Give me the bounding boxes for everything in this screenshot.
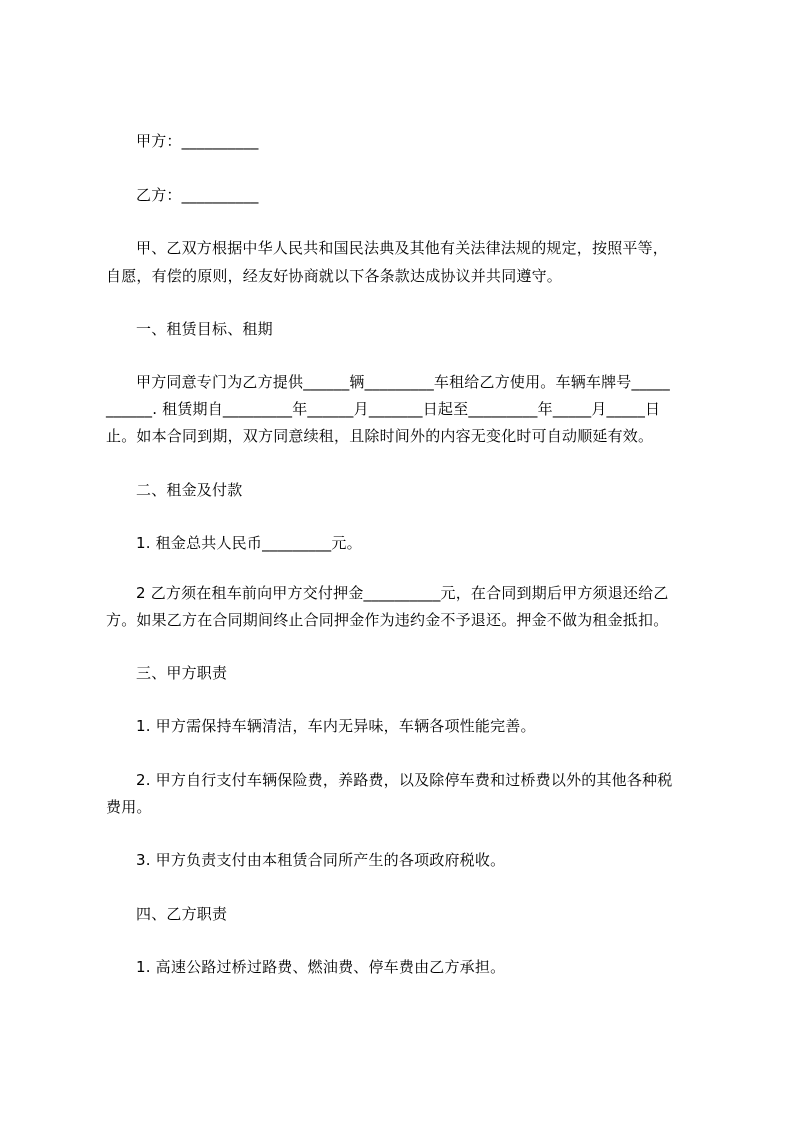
section-2-heading: 二、租金及付款	[136, 481, 243, 499]
section-3-heading: 三、甲方职责	[136, 664, 228, 682]
section-2-item-2-line-2: 方。如果乙方在合同期间终止合同押金作为违约金不予退还。押金不做为租金抵扣。	[106, 611, 669, 629]
intro-line-2: 自愿，有偿的原则，经友好协商就以下各条款达成协议并共同遵守。	[106, 267, 563, 285]
intro-line-1: 甲、乙双方根据中华人民共和国民法典及其他有关法律法规的规定，按照平等，	[136, 239, 669, 257]
section-1-line-1: 甲方同意专门为乙方提供______辆_________车租给乙方使用。车辆车牌号_____	[136, 373, 671, 391]
section-2-item-2-line-1: 2 乙方须在租车前向甲方交付押金__________元，在合同到期后甲方须退还给乙	[136, 584, 669, 602]
section-2-item-1: 1. 租金总共人民币_________元。	[136, 534, 362, 552]
party-a-line: 甲方：__________	[136, 132, 259, 150]
section-1-line-3: 止。如本合同到期，双方同意续租，且除时间外的内容无变化时可自动顺延有效。	[106, 427, 654, 445]
section-1-heading: 一、租赁目标、租期	[136, 320, 273, 338]
section-3-item-1: 1. 甲方需保持车辆清洁，车内无异味，车辆各项性能完善。	[136, 717, 536, 735]
section-4-item-1: 1. 高速公路过桥过路费、燃油费、停车费由乙方承担。	[136, 958, 506, 976]
section-1-line-2: ______. 租赁期自_________年______月_______日起至_________年_____月_____日	[106, 400, 661, 418]
section-4-heading: 四、乙方职责	[136, 905, 228, 923]
party-b-line: 乙方：__________	[136, 186, 259, 204]
section-3-item-2-line-2: 费用。	[106, 798, 152, 816]
section-3-item-2-line-1: 2. 甲方自行支付车辆保险费，养路费，以及除停车费和过桥费以外的其他各种税	[136, 771, 673, 789]
section-3-item-3: 3. 甲方负责支付由本租赁合同所产生的各项政府税收。	[136, 851, 506, 869]
